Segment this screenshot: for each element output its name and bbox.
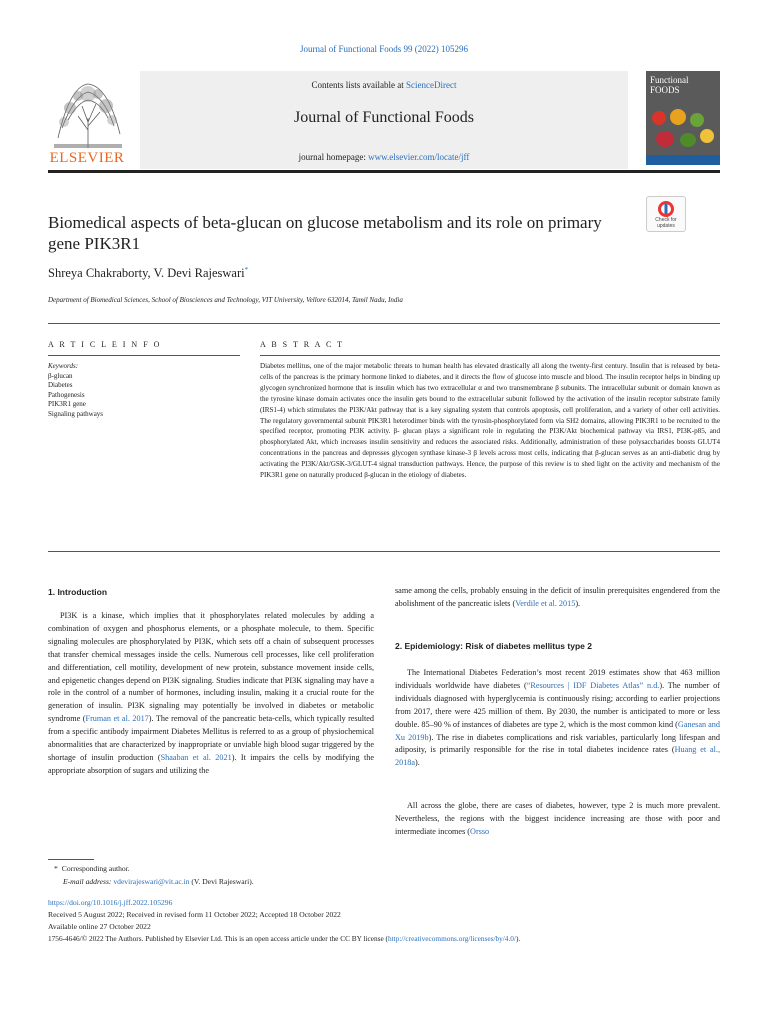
email-suffix: (V. Devi Rajeswari). bbox=[189, 877, 254, 886]
keyword-item: PIK3R1 gene bbox=[48, 400, 86, 408]
sciencedirect-link[interactable]: ScienceDirect bbox=[406, 80, 457, 90]
elsevier-wordmark: ELSEVIER bbox=[49, 150, 125, 166]
author-affiliation: Department of Biomedical Sciences, School of Biosciences and Technology, VIT University, Vellore 632014, Tamil Nadu, India bbox=[48, 296, 403, 304]
citation-huang[interactable]: Huang et al., 2018a bbox=[395, 745, 720, 768]
epi-text-2: ). The number of individuals diagnosed with hyperglycemia is continuously rising; according to earlier projections from 2017, there were 425 million of them. By 2030, the number is anticipated to more or less double. 85–90 % of instances of diabetes are type 2, which is the most common kind ( bbox=[395, 680, 720, 729]
citation-orsso[interactable]: Orsso bbox=[470, 826, 490, 836]
header-rule bbox=[48, 170, 720, 173]
epi-text-4: ). bbox=[415, 758, 420, 768]
cover-journal-name: Functional FOODS bbox=[650, 75, 689, 95]
license-text: 1756-4646/© 2022 The Authors. Published by Elsevier Ltd. This is an open access article under the CC BY license ( bbox=[48, 934, 388, 943]
corresponding-footnote bbox=[54, 864, 130, 875]
epi-text-5: All across the globe, there are cases of diabetes, however, type 2 is much more prevalent. Nevertheless, the regions with the biggest incidence increasing are those with poor and intermediate incomes ( bbox=[395, 801, 720, 836]
homepage-prefix: journal homepage: bbox=[298, 152, 369, 162]
keyword-item: β-glucan bbox=[48, 371, 73, 380]
keyword-item: Diabetes bbox=[48, 381, 73, 389]
license-line bbox=[48, 934, 728, 945]
corresponding-author-marker[interactable]: * bbox=[244, 266, 249, 274]
continued-text: same among the cells, probably ensuing in the deficit of insulin prerequisites engendered from the abolishment of the pancreatic islets ( bbox=[395, 586, 720, 608]
available-online-date: Available online 27 October 2022 bbox=[48, 922, 151, 931]
citation-ganesan[interactable]: Ganesan and Xu 2019b bbox=[395, 719, 720, 742]
abstract-end-rule bbox=[48, 551, 720, 552]
section-1-heading: 1. Introduction bbox=[48, 587, 108, 597]
epi-text-3: ). The rise in diabetes complications and risk variables, particularly long lifespan and adiposity, is primarily responsible for the rise in total diabetes incidence rates ( bbox=[395, 732, 720, 755]
abstract-text: Diabetes mellitus, one of the major metabolic threats to human health has elevated drastically all along the twenty-first century. Insulin that is released by beta-cells of the pancreas is the primary hormone linked to diabetes, and it directs the flow of glucose into muscle and blood. The insulin receptor helps in binding up glycogen synchronized hormone that is insulin which has two extracellular α and two transmembrane β subunits. The intracellular subunit or domain known as the tyrosine kinase domain activates once the insulin gets bound to the extracellular subunit followed by the activation of the insulin receptor substrate family (IRS1-4) which stimulates the PI3K/Akt pathway that is a key signaling system that controls apoptosis, cell proliferation, and a variety of other cell activities. The regulatory governmental subunit PIK3R1 heterodimer binds with the tyrosin-phosphorylated form via SH2 domains, allowing PIK3R1 to be recruited to the specified receptor, promoting PI3K activity. β- glucan plays a significant role in regulating the PI3K/Akt biochemical pathway via IRS1, PI3K-p85, and phosphorylated Akt, which increases insulin sensitivity and reduces the associated risks. Additionally, administration of these polysaccharides boosts GLUT4 concentrations in the pancreas and depresses glycogen synthase kinase-3 β levels across most cells, indicating that β-glucan serves as an anti-diabetic drug by activating the PI3K/Akt/GSK-3/GLUT-4 signal transduction pathways. Hence, the purpose of this review is to shed light on the activity and mechanism of the PIK3R1 gene on naturally produced β-glucan in the etiology of diabetes. bbox=[260, 362, 720, 480]
email-label: E-mail address: bbox=[63, 877, 114, 886]
footnote-marker: * bbox=[54, 864, 58, 873]
author-list bbox=[48, 266, 248, 281]
abstract-rule bbox=[260, 355, 720, 356]
section-2-heading: 2. Epidemiology: Risk of diabetes mellitus type 2 bbox=[395, 641, 592, 651]
homepage-link[interactable]: www.elsevier.com/locate/jff bbox=[368, 152, 470, 162]
epi-text-1: The International Diabetes Federation’s most recent 2019 estimates show that 463 million individuals worldwide have diabetes ( bbox=[395, 668, 720, 690]
keywords-block bbox=[48, 362, 103, 419]
doi-link[interactable]: https://doi.org/10.1016/j.jff.2022.105296 bbox=[48, 898, 173, 907]
epidemiology-paragraph-2 bbox=[395, 800, 720, 839]
intro-text-1: PI3K is a kinase, which implies that it phosphorylates related molecules by adding a combination of oxygen and phosphorus elements, or a phosphate molecule, to them. Specific signaling molecules are phosphorylated by PI3K, which sets off a chain of subsequent processes that transfer chemical messages inside the cells. Numerous cell processes, like cell proliferation and differentiation, cell motility, development of new protein, substance movement inside cells, and epigenetic changes depend on PI3K signaling. Studies indicate that PI3K signaling may have a role in the control of a number of hormones, including insulin, making it a crucial route for the generation of insulin. PI3K signaling may potentially be involved in diabetes or metabolic syndrome ( bbox=[48, 611, 374, 724]
affiliation-rule bbox=[48, 323, 720, 324]
check-for-updates-badge[interactable] bbox=[646, 196, 686, 232]
elsevier-tree-logo bbox=[50, 78, 126, 150]
journal-citation[interactable]: Journal of Functional Foods 99 (2022) 105296 bbox=[300, 44, 468, 54]
article-title: Biomedical aspects of beta-glucan on glucose metabolism and its role on primary gene PIK3R1 bbox=[48, 213, 602, 253]
continued-paragraph bbox=[395, 585, 720, 611]
article-info-rule bbox=[48, 355, 240, 356]
keyword-item: Signaling pathways bbox=[48, 409, 104, 418]
license-link[interactable]: http://creativecommons.org/licenses/by/4.0/ bbox=[388, 934, 516, 943]
crossmark-icon bbox=[647, 199, 685, 219]
license-end: ). bbox=[515, 934, 521, 943]
journal-title: Journal of Functional Foods bbox=[294, 109, 474, 126]
crossmark-label: Check for updates bbox=[655, 217, 677, 229]
intro-text-3: ). It impairs the cells by modifying the appropriate absorption of sugars and utilizing the bbox=[48, 752, 374, 775]
corresponding-label: Corresponding author. bbox=[61, 864, 130, 873]
email-footnote bbox=[63, 877, 254, 888]
keyword-item: Pathogenesis bbox=[48, 390, 85, 399]
epidemiology-paragraph-1 bbox=[395, 667, 720, 770]
intro-paragraph bbox=[48, 610, 374, 778]
citation-idf[interactable]: “Resources | IDF Diabetes Atlas” n.d. bbox=[526, 680, 660, 690]
footnote-rule bbox=[48, 859, 94, 860]
contents-prefix: Contents lists available at bbox=[311, 80, 406, 90]
homepage-line bbox=[140, 152, 628, 162]
contents-line bbox=[140, 80, 628, 90]
continued-text-end: ). bbox=[575, 598, 581, 608]
abstract-heading: A B S T R A C T bbox=[260, 340, 345, 349]
keywords-label: Keywords: bbox=[48, 362, 79, 370]
citation-shaaban[interactable]: Shaaban et al. 2021 bbox=[160, 752, 232, 762]
intro-text-2: ). The removal of the pancreatic beta-cells, which typically resulted from a specific antibody impairment Diabetes Mellitus is referred to as a group of physiochemical abnormalities that are characterized by inappropriate or unviable high blood sugar triggered by the shortage of insulin production ( bbox=[48, 714, 374, 762]
received-dates: Received 5 August 2022; Received in revised form 11 October 2022; Accepted 18 October 2022 bbox=[48, 910, 341, 919]
article-info-heading: A R T I C L E I N F O bbox=[48, 340, 162, 349]
citation-verdile[interactable]: Verdile et al. 2015 bbox=[515, 598, 576, 608]
journal-cover-image[interactable] bbox=[646, 71, 720, 165]
author-email-link[interactable]: vdevirajeswari@vit.ac.in bbox=[113, 877, 190, 886]
author-names: Shreya Chakraborty, V. Devi Rajeswari bbox=[48, 266, 245, 281]
citation-fruman[interactable]: Fruman et al. 2017 bbox=[85, 714, 149, 724]
